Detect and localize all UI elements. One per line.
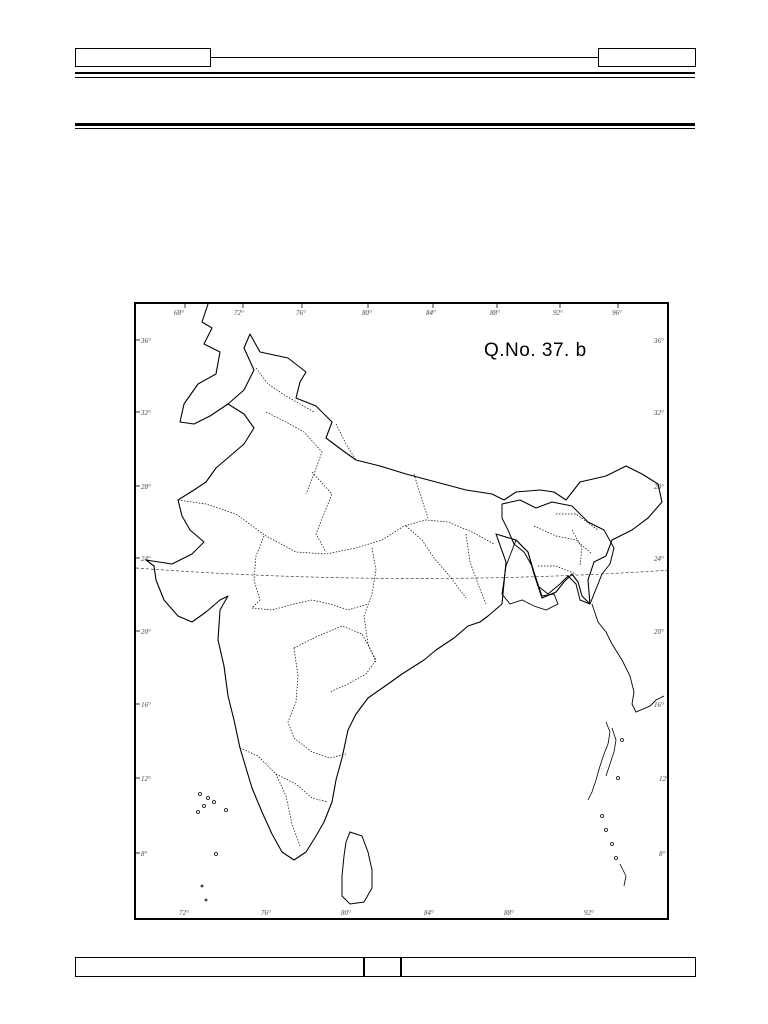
tick-label: 20° bbox=[141, 628, 151, 636]
map-svg bbox=[136, 304, 669, 920]
tick-label: 76° bbox=[296, 309, 306, 317]
tick-label: 28° bbox=[654, 483, 664, 491]
tick-label: 36° bbox=[141, 337, 151, 345]
tick-label: 80° bbox=[362, 309, 372, 317]
frame-ticks bbox=[136, 304, 669, 920]
tick-label: 72° bbox=[234, 309, 244, 317]
header-box-right bbox=[598, 48, 696, 67]
tick-label: 20° bbox=[654, 628, 664, 636]
tick-label: 28° bbox=[141, 483, 151, 491]
india-boundary-outline bbox=[146, 304, 662, 860]
tick-label: 12° bbox=[141, 775, 151, 783]
coastline-fragment-east bbox=[592, 604, 664, 712]
footer-divider-b bbox=[400, 958, 402, 976]
tick-label: 80° bbox=[341, 909, 351, 917]
tick-label: 72° bbox=[179, 909, 189, 917]
tick-labels-top bbox=[174, 309, 622, 317]
india-outline-map bbox=[134, 302, 669, 920]
andaman-nicobar-islands bbox=[588, 722, 626, 886]
tick-label: 88° bbox=[490, 309, 500, 317]
section-rule-thick bbox=[75, 123, 695, 126]
tick-label: 24° bbox=[141, 555, 151, 563]
tick-label: 84° bbox=[426, 309, 436, 317]
question-number-label: Q.No. 37. b bbox=[484, 340, 587, 361]
header-box-left bbox=[75, 48, 211, 67]
tick-label: 16° bbox=[141, 701, 151, 709]
sri-lanka-outline bbox=[342, 832, 372, 904]
tick-label: 16° bbox=[654, 701, 664, 709]
tick-label: 32° bbox=[654, 409, 664, 417]
tick-label: 92° bbox=[584, 909, 594, 917]
tick-label: 12° bbox=[659, 775, 669, 783]
bangladesh-outline bbox=[502, 540, 558, 610]
tick-label: 92° bbox=[553, 309, 563, 317]
footer-divider-a bbox=[363, 958, 365, 976]
lakshadweep-islands bbox=[197, 793, 228, 902]
header-rule-double-a bbox=[75, 72, 695, 74]
tick-label: 96° bbox=[612, 309, 622, 317]
tick-label: 8° bbox=[659, 850, 666, 858]
tick-label: 68° bbox=[174, 309, 184, 317]
tick-labels-left bbox=[140, 337, 151, 858]
northeast-outline bbox=[502, 500, 614, 604]
header-rule-double-b bbox=[75, 77, 695, 78]
tick-label: 76° bbox=[261, 909, 271, 917]
header-rule-top bbox=[211, 57, 598, 58]
tick-labels-right bbox=[653, 337, 669, 858]
tick-label: 24° bbox=[654, 555, 664, 563]
tick-label: 36° bbox=[654, 337, 664, 345]
tick-label: 88° bbox=[504, 909, 514, 917]
tick-label: 8° bbox=[141, 850, 148, 858]
tick-labels-bottom bbox=[179, 909, 594, 917]
state-boundaries bbox=[178, 368, 598, 846]
tick-label: 32° bbox=[141, 409, 151, 417]
section-rule-thin bbox=[75, 128, 695, 129]
footer-table bbox=[75, 957, 696, 977]
tick-label: 84° bbox=[424, 909, 434, 917]
